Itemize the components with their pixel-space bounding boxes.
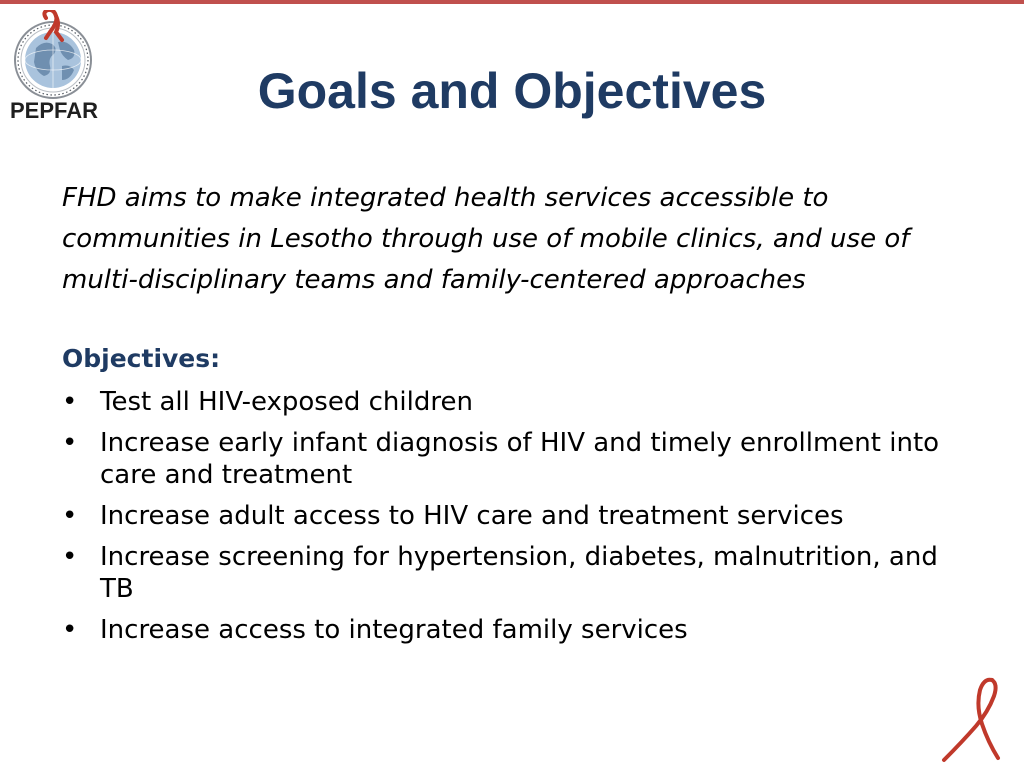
top-accent-bar (0, 0, 1024, 4)
bullet-icon: • (62, 501, 78, 531)
objectives-heading: Objectives: (62, 344, 221, 373)
list-item (62, 614, 962, 646)
list-item-text: Increase adult access to HIV care and treatment services (100, 501, 844, 531)
list-item-text: Increase access to integrated family services (100, 615, 688, 645)
list-item-text: Increase early infant diagnosis of HIV and timely enrollment into care and treatment (100, 428, 940, 490)
bullet-icon: • (62, 387, 78, 417)
red-ribbon-icon (936, 676, 1006, 764)
page-title: Goals and Objectives (257, 63, 767, 119)
bullet-icon: • (62, 615, 78, 645)
intro-paragraph: FHD aims to make integrated health services accessible to communities in Lesotho through use of mobile clinics, and use of multi-disciplinary teams and family-centered approaches (62, 183, 910, 295)
logo-text: PEPFAR (9, 98, 99, 123)
list-item (62, 541, 962, 605)
objectives-list (62, 386, 962, 655)
bullet-icon: • (62, 428, 78, 458)
list-item (62, 386, 962, 418)
bullet-icon: • (62, 542, 78, 572)
list-item (62, 427, 962, 491)
list-item-text: Test all HIV-exposed children (100, 387, 473, 417)
list-item-text: Increase screening for hypertension, diabetes, malnutrition, and TB (100, 542, 938, 604)
list-item (62, 500, 962, 532)
